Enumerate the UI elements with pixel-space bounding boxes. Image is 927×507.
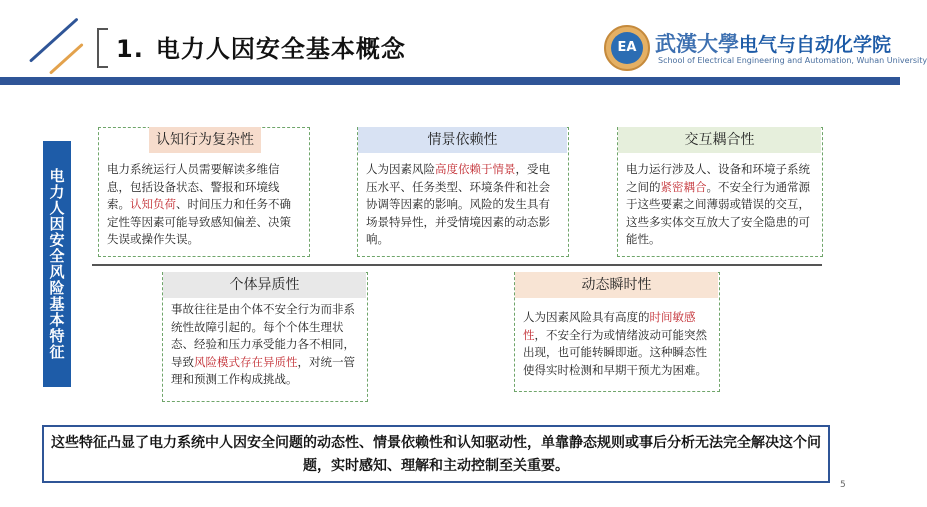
conclusion-box <box>42 425 830 483</box>
body-text: 电力系统运行人员需要解读多维信息，包括设备状态、警报和环境线索。 <box>107 162 280 211</box>
university-logo-seal <box>604 25 650 71</box>
card-body <box>366 161 558 249</box>
decorative-line <box>49 43 84 75</box>
body-text: 电力运行涉及人、设备和环境子系统之间的 <box>626 162 810 194</box>
logo-wordmark <box>655 28 891 58</box>
card-title: 交互耦合性 <box>618 127 821 153</box>
highlighted-text: 认知负荷 <box>130 197 176 211</box>
logo-subtitle: School of Electrical Engineering and Automation, Wuhan University <box>658 56 927 65</box>
title-text: 电力人因安全基本概念 <box>155 35 406 63</box>
title-number: 1. <box>116 35 144 63</box>
body-text: 人为因素风险 <box>366 162 435 176</box>
logo-department: 电气与自动化学院 <box>739 34 892 56</box>
card-body <box>523 309 711 379</box>
body-text: 人为因素风险具有高度的 <box>523 310 650 324</box>
section-divider <box>92 264 822 266</box>
conclusion-text: 这些特征凸显了电力系统中人因安全问题的动态性、情景依赖性和认知驱动性，单靠静态规则或事后分析无法完全解决这个问题，实时感知、理解和主动控制至关重要。 <box>51 435 821 474</box>
card-title: 个体异质性 <box>163 272 366 298</box>
body-text: 、时间压力和任务不确定性等因素可能导致感知偏差、决策失误或操作失误。 <box>107 197 291 246</box>
logo-university: 武漢大學 <box>655 31 739 56</box>
page-title <box>116 29 406 64</box>
card-title: 认知行为复杂性 <box>149 127 261 153</box>
highlighted-text: 高度依赖于情景 <box>435 162 516 176</box>
body-text: 事故往往是由个体不安全行为而非系统性故障引起的。每个个体生理状态、经验和压力承受能力各不相同，导致 <box>171 302 355 369</box>
card-body <box>107 161 299 249</box>
highlighted-text: 风险模式存在异质性 <box>194 354 298 369</box>
card-title: 动态瞬时性 <box>515 272 718 298</box>
card-dynamic-transience <box>514 272 720 392</box>
card-body <box>171 301 359 389</box>
body-text: ，对统一管理和预测工作构成挑战。 <box>171 354 355 386</box>
body-text: ，受电压水平、任务类型、环境条件和社会协调等因素的影响。风险的发生具有场景特异性，并受情境因素的动态影响。 <box>366 162 550 246</box>
highlighted-text: 紧密耦合 <box>660 179 707 194</box>
title-bracket <box>97 28 108 68</box>
side-label: 电力人因安全风险基本特征 <box>43 141 71 387</box>
header-bar <box>0 77 900 85</box>
card-context-dependence <box>357 127 569 257</box>
card-body <box>626 161 814 249</box>
highlighted-text: 时间敏感性 <box>523 310 696 342</box>
card-individual-heterogeneity <box>162 272 368 402</box>
card-title: 情景依赖性 <box>358 127 567 153</box>
body-text: 。不安全行为通常源于这些要素之间薄弱或错误的交互，这些多实体交互放大了安全隐患的可能性。 <box>626 179 810 246</box>
card-interaction-coupling <box>617 127 823 257</box>
body-text: ，不安全行为或情绪波动可能突然出现，也可能转瞬即逝。这种瞬态性使得实时检测和早期干预尤为困难。 <box>523 327 707 377</box>
page-number: 5 <box>840 480 846 490</box>
logo-seal-text: EA <box>611 32 643 64</box>
card-cognitive-complexity <box>98 127 310 257</box>
